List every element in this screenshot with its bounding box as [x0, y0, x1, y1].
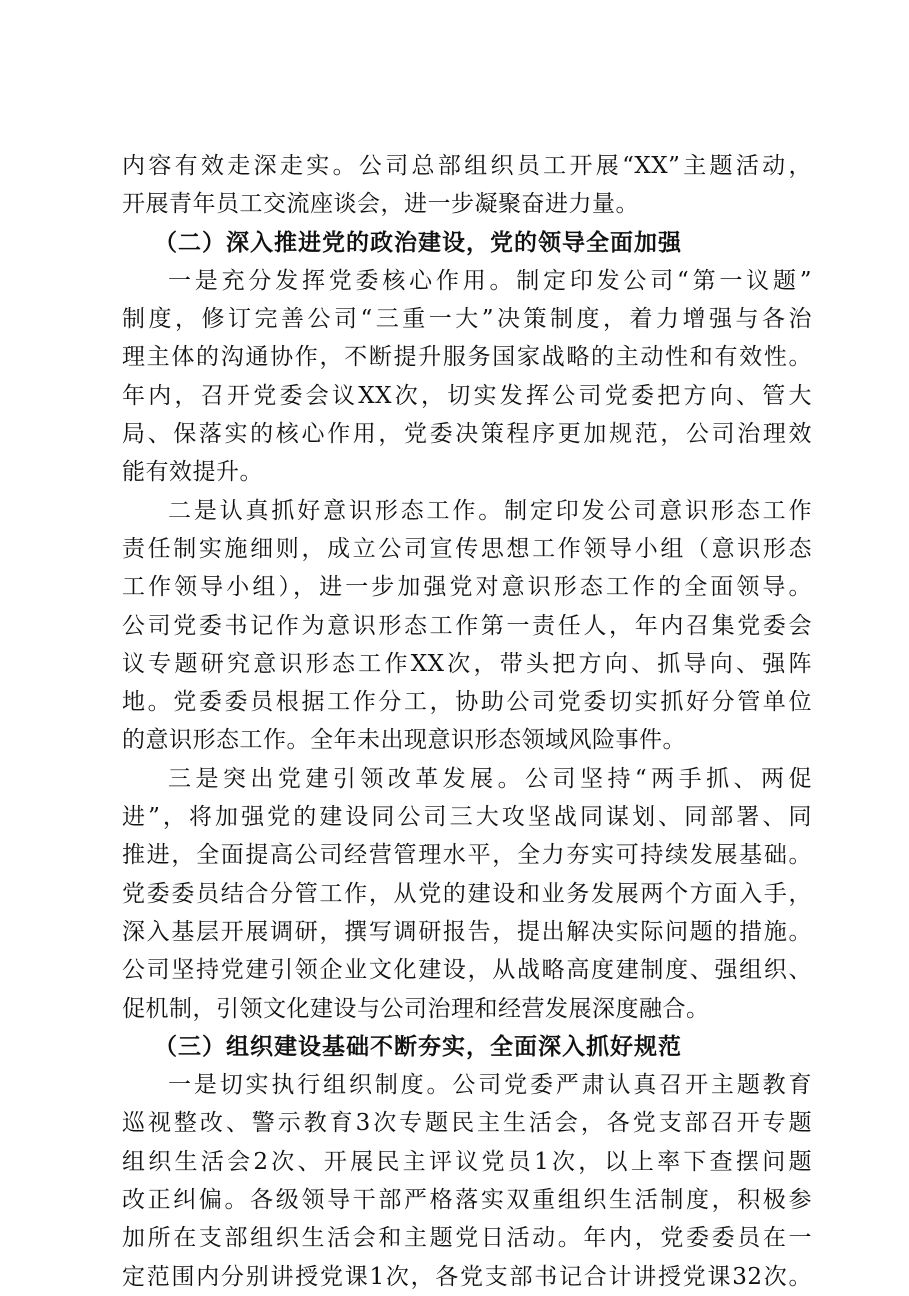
paragraph-line: 的意识形态工作。全年未出现意识形态领域风险事件。: [122, 727, 686, 754]
paragraph-line: 加所在支部组织生活会和主题党日活动。年内，党委委员在一: [122, 1225, 812, 1252]
paragraph-line: 推进，全面提高公司经营管理水平，全力夯实可持续发展基础。: [122, 842, 812, 869]
paragraph-line: 开展青年员工交流座谈会，进一步凝聚奋进力量。: [122, 191, 639, 218]
paragraph-line: 促机制，引领文化建设与公司治理和经营发展深度融合。: [122, 995, 710, 1022]
paragraph-line: 进”，将加强党的建设同公司三大攻坚战同谋划、同部署、同: [122, 804, 812, 831]
paragraph-line: 改正纠偏。各级领导干部严格落实双重组织生活制度，积极参: [122, 1187, 812, 1214]
paragraph-line: 公司坚持党建引领企业文化建设，从战略高度建制度、强组织、: [122, 957, 812, 984]
paragraph-line: 工作领导小组），进一步加强党对意识形态工作的全面领导。: [122, 574, 812, 601]
paragraph-lines: [122, 147, 812, 1296]
paragraph-line: 内容有效走深走实。公司总部组织员工开展“XX”主题活动，: [122, 153, 812, 179]
paragraph-first-line: 一是充分发挥党委核心作用。制定印发公司“第一议题”: [168, 267, 812, 294]
paragraph-line: 党委委员结合分管工作，从党的建设和业务发展两个方面入手，: [122, 880, 812, 907]
paragraph-first-line: 三是突出党建引领改革发展。公司坚持“两手抓、两促: [168, 765, 812, 792]
paragraph-line: 制度，修订完善公司“三重一大”决策制度，着力增强与各治: [122, 306, 812, 333]
paragraph-line: 地。党委委员根据工作分工，协助公司党委切实抓好分管单位: [122, 689, 812, 716]
paragraph-line: 局、保落实的核心作用，党委决策程序更加规范，公司治理效: [122, 421, 812, 448]
paragraph-line: 能有效提升。: [122, 459, 263, 486]
paragraph-line: 公司党委书记作为意识形态工作第一责任人，年内召集党委会: [122, 612, 812, 639]
paragraph-line: 责任制实施细则，成立公司宣传思想工作领导小组（意识形态: [122, 535, 812, 562]
section-heading: （三）组织建设基础不断夯实，全面深入抓好规范: [154, 1032, 682, 1060]
paragraph-line: 组织生活会2次、开展民主评议党员1次，以上率下查摆问题: [122, 1148, 812, 1175]
paragraph-line: 理主体的沟通协作，不断提升服务国家战略的主动性和有效性。: [122, 344, 812, 371]
paragraph-line: 定范围内分别讲授党课1次，各党支部书记合计讲授党课32次。: [122, 1263, 812, 1290]
section-heading: （二）深入推进党的政治建设，党的领导全面加强: [154, 228, 682, 256]
paragraph-line: 深入基层开展调研，撰写调研报告，提出解决实际问题的措施。: [122, 918, 812, 945]
paragraph-line: 年内，召开党委会议XX次，切实发挥公司党委把方向、管大: [122, 382, 812, 409]
paragraph-line: 议专题研究意识形态工作XX次，带头把方向、抓导向、强阵: [122, 650, 812, 677]
paragraph-first-line: 二是认真抓好意识形态工作。制定印发公司意识形态工作: [168, 497, 812, 524]
document-body: [122, 147, 812, 1296]
paragraph-first-line: 一是切实执行组织制度。公司党委严肃认真召开主题教育: [168, 1072, 812, 1099]
paragraph-line: 巡视整改、警示教育3次专题民主生活会，各党支部召开专题: [122, 1110, 812, 1137]
